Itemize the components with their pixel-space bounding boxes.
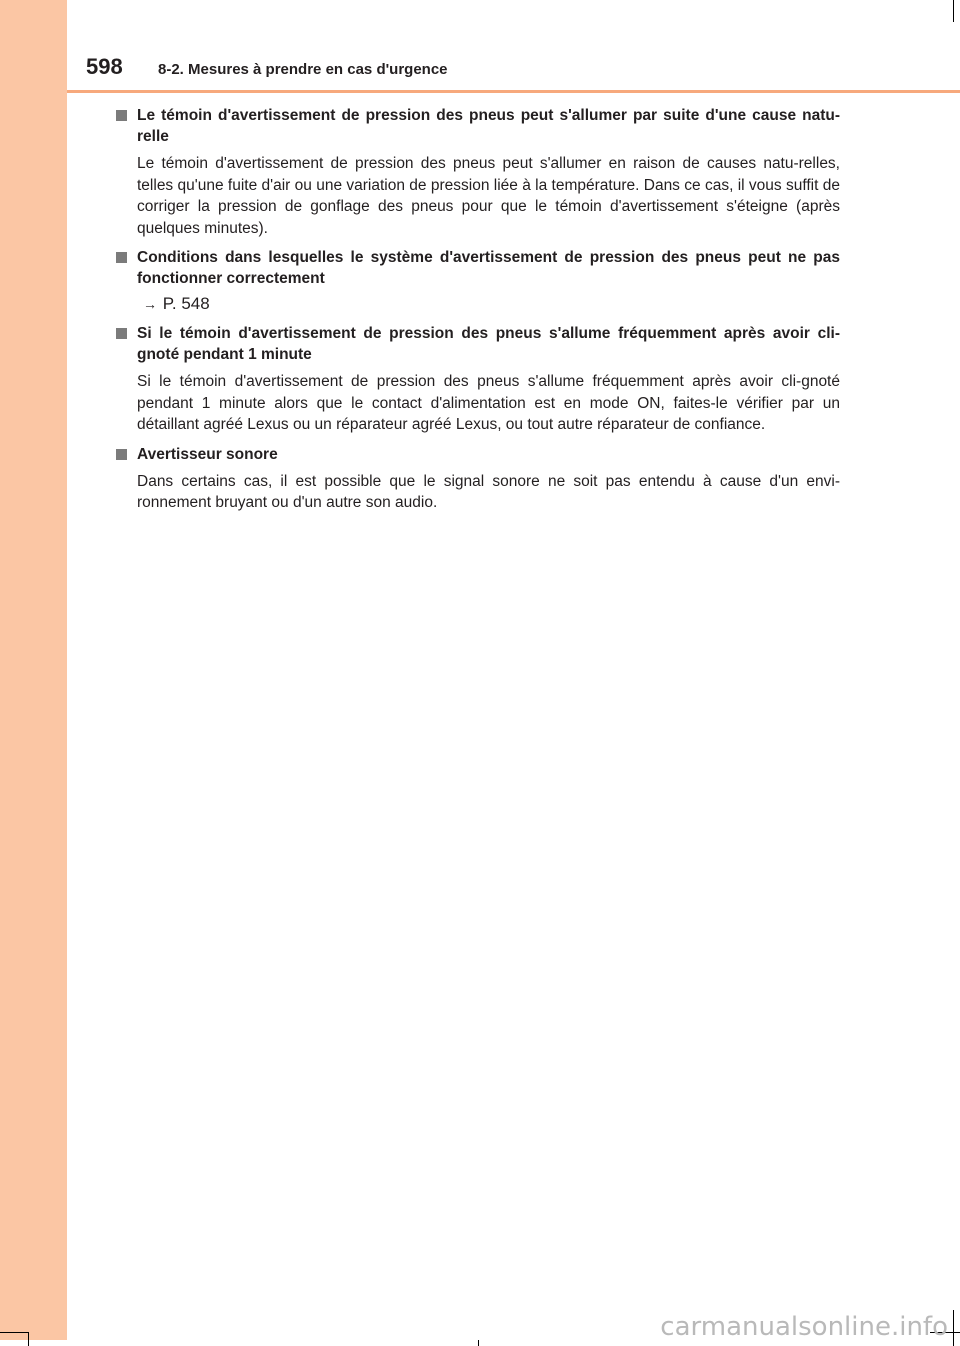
page-reference-link[interactable] (116, 293, 840, 315)
section-heading (116, 247, 840, 289)
crop-mark (953, 1310, 954, 1346)
section-heading (116, 444, 840, 465)
section-buzzer (116, 444, 840, 514)
section-frequent-warning (116, 323, 840, 436)
section-body: Dans certains cas, il est possible que le signal sonore ne soit pas entendu à cause d'un envi-ronnement bruyant ou d'un autre son audio. (137, 472, 840, 511)
section-heading (116, 105, 840, 147)
section-heading-text: Conditions dans lesquelles le système d'avertissement de pression des pneus peut ne pas fonctionner correctement (137, 249, 840, 287)
section-heading-text: Si le témoin d'avertissement de pression des pneus s'allume fréquemment après avoir cli-gnoté pendant 1 minute (137, 325, 840, 363)
crop-mark (28, 1332, 29, 1346)
square-bullet-icon (116, 449, 127, 460)
section-body: Si le témoin d'avertissement de pression des pneus s'allume fréquemment après avoir cli-gnoté pendant 1 minute alors que le contact d'alimentation est en mode ON, faites-le vérifier par un détaillant agréé Lexus ou un réparateur agréé Lexus, ou tout autre réparateur de confiance. (137, 373, 840, 433)
chapter-title: 8-2. Mesures à prendre en cas d'urgence (158, 61, 448, 78)
square-bullet-icon (116, 110, 127, 121)
section-system-may-not-work (116, 247, 840, 315)
section-heading (116, 323, 840, 365)
section-body: Le témoin d'avertissement de pression des pneus peut s'allumer en raison de causes natu-relles, telles qu'une fuite d'air ou une variation de pression liée à la température. Dans ce cas, il vous suffit de corriger la pression de gonflage des pneus pour que le témoin d'avertissement s'éteigne (après quelques minutes). (137, 155, 840, 237)
crop-mark (478, 1340, 479, 1346)
crop-mark (0, 1332, 28, 1333)
page-side-band (0, 0, 67, 1340)
watermark: carmanualsonline.info (660, 1312, 948, 1342)
section-tire-warning-natural-cause (116, 105, 840, 239)
page-reference-text: P. 548 (162, 294, 210, 313)
section-heading-text: Le témoin d'avertissement de pression des pneus peut s'allumer par suite d'une cause natu-relle (137, 107, 840, 145)
page-content (116, 105, 840, 522)
header-divider (67, 90, 960, 93)
page-number: 598 (86, 54, 123, 79)
arrow-right-icon: → (143, 296, 157, 312)
square-bullet-icon (116, 252, 127, 263)
square-bullet-icon (116, 328, 127, 339)
section-heading-text: Avertisseur sonore (137, 445, 278, 463)
crop-mark (953, 0, 954, 22)
